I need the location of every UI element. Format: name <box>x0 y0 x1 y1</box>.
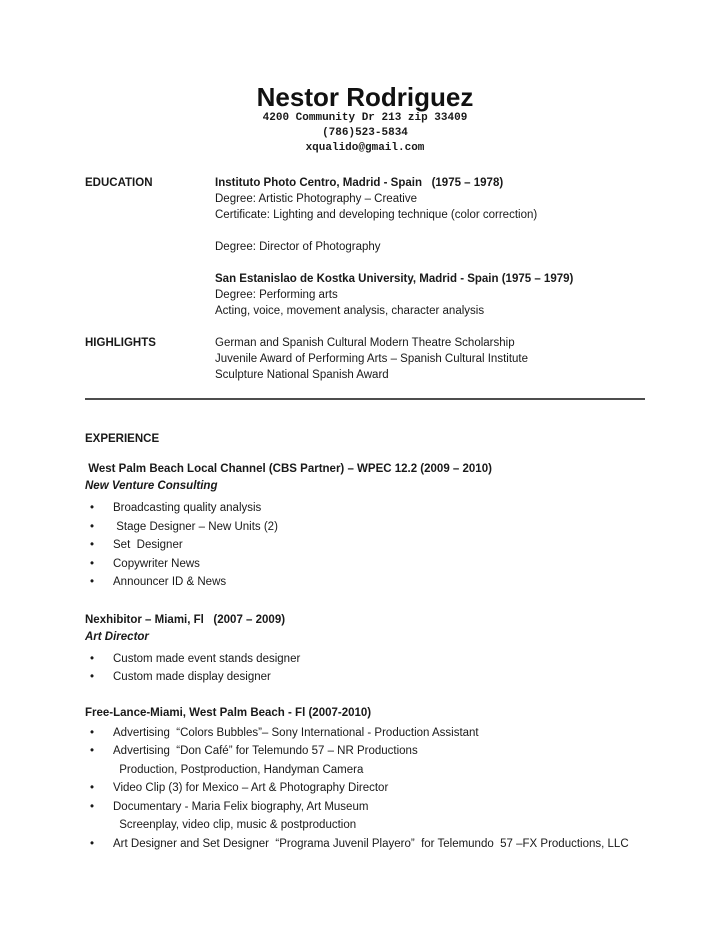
bullet-item <box>85 835 645 854</box>
bullet-icon: • <box>90 745 95 757</box>
bullet-item <box>85 555 645 574</box>
school-detail: Certificate: Lighting and developing technique (color correction) <box>215 209 538 221</box>
school-detail: Degree: Director of Photography <box>215 241 381 253</box>
bullet-icon: • <box>90 539 95 551</box>
highlights-section <box>85 335 645 383</box>
education-section <box>85 175 645 319</box>
bullet-text: Custom made display designer <box>113 671 271 683</box>
job-title: West Palm Beach Local Channel (CBS Partner) – WPEC 12.2 (2009 – 2010) <box>85 463 492 475</box>
divider-rule <box>85 398 645 400</box>
spacer <box>215 223 645 239</box>
school-detail: Acting, voice, movement analysis, character analysis <box>215 305 485 317</box>
contact-email: xqualido@gmail.com <box>305 142 425 154</box>
bullet-item <box>85 742 645 761</box>
bullet-icon: • <box>90 800 95 813</box>
bullet-icon: • <box>90 782 95 794</box>
bullet-text: Broadcasting quality analysis <box>113 502 262 514</box>
bullet-text: Stage Designer – New Units (2) <box>113 520 278 533</box>
bullet-item <box>85 573 645 592</box>
school-detail: Degree: Artistic Photography – Creative <box>215 193 417 205</box>
school-title: Instituto Photo Centro, Madrid - Spain (1975 – 1978) <box>215 177 504 189</box>
bullet-item <box>85 798 645 817</box>
contact-address: 4200 Community Dr 213 zip 33409 <box>262 112 468 124</box>
job-bullet-list <box>85 779 645 816</box>
education-label: EDUCATION <box>85 177 153 189</box>
job-role: New Venture Consulting <box>85 480 218 492</box>
bullet-icon: • <box>90 837 95 850</box>
bullet-icon: • <box>90 520 95 533</box>
bullet-subline: Production, Postproduction, Handyman Camera <box>116 763 364 776</box>
education-content <box>215 175 645 319</box>
bullet-subline: Screenplay, video clip, music & postproduction <box>116 819 357 831</box>
bullet-text: Video Clip (3) for Mexico – Art & Photography Director <box>113 782 389 794</box>
highlight-line: Juvenile Award of Performing Arts – Spanish Cultural Institute <box>215 353 529 365</box>
bullet-item <box>85 779 645 798</box>
job-role: Art Director <box>85 630 149 643</box>
job-title: Free-Lance-Miami, West Palm Beach - Fl (2007-2010) <box>85 706 372 719</box>
bullet-item <box>85 668 645 687</box>
school-title: San Estanislao de Kostka University, Madrid - Spain (1975 – 1979) <box>215 273 574 285</box>
spacer <box>215 255 645 271</box>
job-bullet-list <box>85 835 645 854</box>
highlights-label: HIGHLIGHTS <box>85 337 156 349</box>
bullet-icon: • <box>90 671 95 683</box>
highlight-line: Sculpture National Spanish Award <box>215 369 389 381</box>
bullet-text: Advertising “Don Café” for Telemundo 57 – NR Productions <box>113 745 418 757</box>
bullet-item <box>85 724 645 743</box>
bullet-text: Set Designer <box>113 539 183 551</box>
bullet-icon: • <box>90 557 95 570</box>
resume-header <box>85 0 645 156</box>
bullet-item <box>85 650 645 669</box>
bullet-item <box>85 518 645 537</box>
candidate-name: Nestor Rodriguez <box>256 82 474 112</box>
bullet-text: Custom made event stands designer <box>113 652 301 665</box>
bullet-item <box>85 499 645 518</box>
contact-phone: (786)523-5834 <box>322 127 408 139</box>
job-bullet-list <box>85 724 645 761</box>
bullet-text: Art Designer and Set Designer “Programa Juvenil Playero” for Telemundo 57 –FX Productions, LLC <box>113 837 629 850</box>
highlights-content <box>215 335 645 383</box>
experience-label: EXPERIENCE <box>85 433 160 445</box>
bullet-icon: • <box>90 576 95 588</box>
bullet-icon: • <box>90 652 95 665</box>
bullet-text: Documentary - Maria Felix biography, Art Museum <box>113 800 369 813</box>
bullet-text: Copywriter News <box>113 557 200 570</box>
school-detail: Degree: Performing arts <box>215 289 338 301</box>
job-title: Nexhibitor – Miami, Fl (2007 – 2009) <box>85 613 286 626</box>
job-bullet-list <box>85 499 645 592</box>
bullet-item <box>85 536 645 555</box>
bullet-text: Advertising “Colors Bubbles”– Sony International - Production Assistant <box>113 726 479 739</box>
bullet-icon: • <box>90 726 95 739</box>
bullet-text: Announcer ID & News <box>113 576 227 588</box>
job-bullet-list <box>85 650 645 687</box>
highlight-line: German and Spanish Cultural Modern Theatre Scholarship <box>215 337 515 349</box>
bullet-icon: • <box>90 502 95 514</box>
